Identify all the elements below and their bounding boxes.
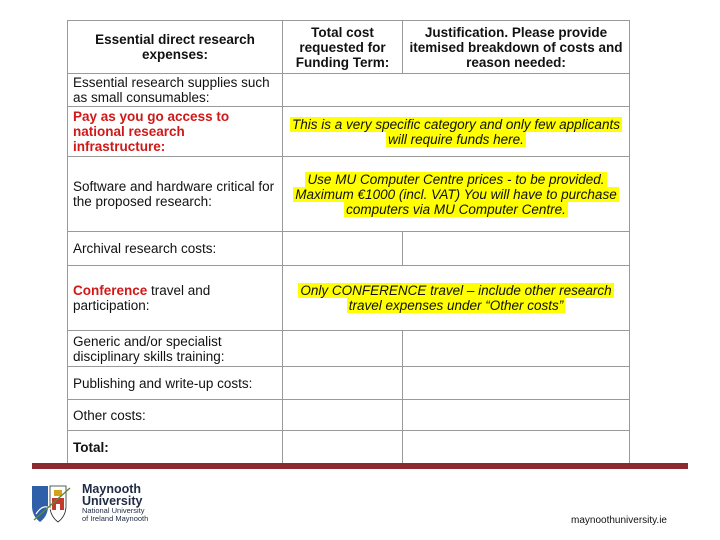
footer-accent-bar [32, 463, 688, 469]
row-label-conference [68, 266, 283, 331]
logo-subtitle-line2: of Ireland Maynooth [82, 514, 149, 523]
table-row [68, 266, 630, 331]
table-row [68, 367, 630, 400]
table-row [68, 331, 630, 367]
note-software-text: Use MU Computer Centre prices - to be provided. Maximum €1000 (incl. VAT) You will have to purchase computers via MU Computer Centre. [295, 171, 617, 217]
logo-wordmark [82, 483, 148, 523]
table-row [68, 157, 630, 232]
university-logo[interactable] [30, 480, 160, 526]
row-cell-empty [403, 232, 630, 266]
row-label-total: Total: [68, 431, 283, 464]
row-cell-empty [283, 232, 403, 266]
row-cell-empty [403, 367, 630, 400]
table-row [68, 400, 630, 431]
row-label-archival: Archival research costs: [68, 232, 283, 266]
header-total-cost: Total cost requested for Funding Term: [283, 21, 403, 74]
table-row [68, 431, 630, 464]
conference-rest: travel and participation: [73, 283, 211, 313]
table-header-row [68, 21, 630, 74]
row-label-software: Software and hardware critical for the proposed research: [68, 157, 283, 232]
row-cell-empty [403, 400, 630, 431]
row-cell-empty [283, 331, 403, 367]
header-justification: Justification. Please provide itemised breakdown of costs and reason needed: [403, 21, 630, 74]
row-label-supplies: Essential research supplies such as small consumables: [68, 74, 283, 107]
row-label-training: Generic and/or specialist disciplinary skills training: [68, 331, 283, 367]
row-cell-empty [283, 431, 403, 464]
row-cell-empty [403, 331, 630, 367]
logo-name-line1: Maynooth [82, 482, 142, 496]
note-conference-text: Only CONFERENCE travel – include other research travel expenses under “Other costs” [300, 283, 612, 313]
website-url[interactable]: maynoothuniversity.ie [571, 515, 667, 526]
logo-subtitle-line1: National University [82, 506, 145, 515]
row-label-publishing: Publishing and write-up costs: [68, 367, 283, 400]
table-row [68, 74, 630, 107]
row-cell-empty [283, 400, 403, 431]
row-note-software [283, 157, 630, 232]
table-row [68, 232, 630, 266]
logo-name-line2: University [82, 494, 143, 508]
note-infrastructure-text: This is a very specific category and only few applicants will require funds here. [292, 116, 620, 147]
budget-table [67, 20, 630, 464]
row-cell-empty [403, 431, 630, 464]
header-expenses: Essential direct research expenses: [68, 21, 283, 74]
row-note-conference [283, 266, 630, 331]
university-crest-icon [30, 480, 76, 526]
table-row [68, 107, 630, 157]
row-note-infrastructure [283, 107, 630, 157]
row-cell-empty [283, 74, 630, 107]
conference-word: Conference [73, 283, 148, 298]
row-label-infrastructure: Pay as you go access to national research infrastructure: [68, 107, 283, 157]
row-cell-empty [283, 367, 403, 400]
row-label-other: Other costs: [68, 400, 283, 431]
